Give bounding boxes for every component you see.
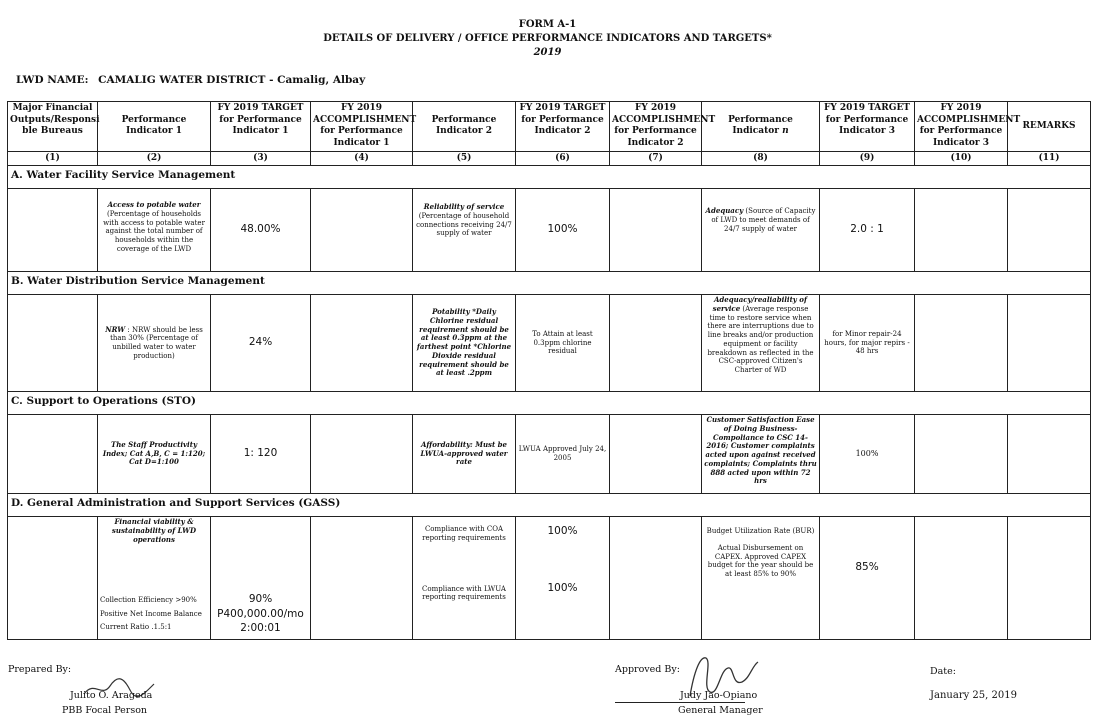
d-target2-a: 100% (547, 525, 578, 537)
c-pi1: The Staff Productivity Index; Cat A,B, C = 1:120; Cat D=1:100 (98, 415, 211, 494)
b-pin-title: Adequacy/realiability of service (712, 295, 807, 313)
col-header-9: FY 2019 TARGET for Performance Indicator 3 (820, 102, 915, 152)
section-header-c (8, 392, 1091, 415)
b-pi1-title: NRW (105, 324, 126, 334)
cell-c-1 (8, 415, 98, 494)
cell-d-acc1 (311, 517, 413, 640)
c-target1: 1: 120 (211, 415, 311, 494)
col-header-8: Performance Indicator n (702, 102, 820, 152)
b-target2: To Attain at least 0.3ppm chlorine residual (516, 295, 610, 392)
cell-d-remarks (1008, 517, 1091, 640)
b-pi1-desc: : NRW should be less than 30% (Percentage of unbilled water to water production) (110, 325, 203, 360)
d-pi1-item-1: Collection Efficiency >90% (100, 596, 197, 605)
col-header-5: Performance Indicator 2 (413, 102, 516, 152)
col-header-4: FY 2019 ACCOMPLISHMENT for Performance Indicator 1 (311, 102, 413, 152)
cell-c-acc1 (311, 415, 413, 494)
d-target3: 85% (820, 517, 915, 640)
a-pin-desc: (Source of Capacity of LWD to meet demands of 24/7 supply of water (711, 207, 816, 233)
cell-a-1 (8, 189, 98, 272)
cell-c-acc2 (610, 415, 702, 494)
b-target1: 24% (211, 295, 311, 392)
d-pi1-item-2: Positive Net Income Balance (100, 609, 202, 618)
lwd-name-value: CAMALIG WATER DISTRICT - Camalig, Albay (98, 74, 366, 86)
d-target1-item-2: P400,000.00/mo (217, 607, 304, 620)
cell-b-remarks (1008, 295, 1091, 392)
col-header-6: FY 2019 TARGET for Performance Indicator 2 (516, 102, 610, 152)
cell-b-acc3 (915, 295, 1008, 392)
c-pin: Customer Satisfaction Ease of Doing Business-Compoliance to CSC 14-2016; Customer complaints acted upon against received complaints; Complaints thru 888 acted upon within 72 hrs (702, 415, 820, 494)
col-header-10: FY 2019 ACCOMPLISHMENT for Performance Indicator 3 (915, 102, 1008, 152)
lwd-name-label: LWD NAME: (16, 74, 89, 86)
col-number-5: (5) (413, 151, 516, 165)
cell-b-1 (8, 295, 98, 392)
cell-d-acc2 (610, 517, 702, 640)
cell-d-pi1 (98, 517, 211, 640)
d-pi1-title: Financial viability & sustainability of LWD operations (111, 517, 197, 544)
preparer-title: PBB Focal Person (62, 705, 148, 716)
approver-signature-line (615, 702, 745, 703)
c-target2: LWUA Approved July 24, 2005 (516, 415, 610, 494)
cell-a-acc3 (915, 189, 1008, 272)
d-target1-item-3: 2:00:01 (240, 621, 281, 634)
section-header-d (8, 494, 1091, 517)
col-number-9: (9) (820, 151, 915, 165)
cell-d-1 (8, 517, 98, 640)
col-number-3: (3) (211, 151, 311, 165)
approver-title: General Manager (678, 705, 763, 716)
cell-d-target2 (516, 517, 610, 640)
d-pi2-b: Compliance with LWUA reporting requirements (422, 584, 506, 602)
section-row-b (8, 295, 1091, 392)
performance-table (7, 101, 1091, 640)
d-pin-b: Actual Disbursement on CAPEX. Approved CAPEX budget for the year should be at least 85% to 90% (707, 543, 814, 578)
col-header-7: FY 2019 ACCOMPLISHMENT for Performance Indicator 2 (610, 102, 702, 152)
approved-by-label: Approved By: (615, 664, 680, 675)
form-label: FORM A-1 (518, 19, 577, 30)
a-pi1-title: Access to potable water (107, 200, 201, 209)
col-number-8: (8) (702, 151, 820, 165)
section-title-a: A. Water Facility Service Management (8, 166, 1091, 189)
section-header-a (8, 166, 1091, 189)
col-header-2: Performance Indicator 1 (98, 102, 211, 152)
a-pi2-title: Reliability of service (423, 202, 505, 211)
d-target2-b: 100% (547, 582, 578, 595)
b-pi2: Potability *Daily Chlorine residual requirement should be at least 0.3ppm at the farthest point *Chlorine Dioxide residual requirement should be at least .2ppm (413, 295, 516, 392)
cell-a-pin (702, 189, 820, 272)
cell-b-pin (702, 295, 820, 392)
column-header-row (8, 102, 1091, 152)
cell-a-pi1 (98, 189, 211, 272)
section-row-d (8, 517, 1091, 640)
date-label: Date: (930, 666, 956, 677)
b-target3: for Minor repair-24 hours, for major repirs - 48 hrs (820, 295, 915, 392)
col-number-7: (7) (610, 151, 702, 165)
col-number-11: (11) (1008, 151, 1091, 165)
cell-d-acc3 (915, 517, 1008, 640)
col-number-4: (4) (311, 151, 413, 165)
cell-d-pin (702, 517, 820, 640)
col-header-3: FY 2019 TARGET for Performance Indicator 1 (211, 102, 311, 152)
col-header-11: REMARKS (1008, 102, 1091, 152)
cell-d-pi2 (413, 517, 516, 640)
cell-b-pi1 (98, 295, 211, 392)
cell-d-target1 (211, 517, 311, 640)
section-header-b (8, 272, 1091, 295)
approver-name: Judy Jao-Opiano (680, 690, 758, 701)
date-value: January 25, 2019 (930, 690, 1017, 701)
section-title-b: B. Water Distribution Service Management (8, 272, 1091, 295)
column-number-row (8, 151, 1091, 165)
cell-b-acc2 (610, 295, 702, 392)
a-target2: 100% (516, 189, 610, 272)
col-header-1: Major Financial Outputs/Responsi ble Bureaus (8, 102, 98, 152)
d-pin-a: Budget Utilization Rate (BUR) (706, 527, 815, 535)
cell-a-acc2 (610, 189, 702, 272)
form-title: DETAILS OF DELIVERY / OFFICE PERFORMANCE INDICATORS AND TARGETS* (323, 33, 772, 44)
d-pi1-items (100, 594, 208, 634)
lwd-name-line (16, 74, 365, 86)
col-number-2: (2) (98, 151, 211, 165)
cell-a-acc1 (311, 189, 413, 272)
section-title-c: C. Support to Operations (STO) (8, 392, 1091, 415)
prepared-by-label: Prepared By: (8, 664, 72, 675)
preparer-name: Julito O. Arageda (70, 690, 153, 701)
a-pi1-desc: (Percentage of households with access to potable water against the total number of households within the coverage of the LWD (103, 209, 205, 253)
a-pi2-desc: (Percentage of household connections receiving 24/7 supply of water (416, 211, 512, 238)
col-number-10: (10) (915, 151, 1008, 165)
a-target1: 48.00% (211, 189, 311, 272)
cell-c-acc3 (915, 415, 1008, 494)
d-pi2-a: Compliance with COA reporting requirements (422, 525, 506, 542)
d-pi1-item-3: Current Ratio .1.5:1 (100, 622, 172, 631)
cell-a-pi2 (413, 189, 516, 272)
a-target3: 2.0 : 1 (820, 189, 915, 272)
a-pin-title: Adequacy (705, 206, 744, 215)
section-row-c (8, 415, 1091, 494)
d-target1-item-1: 90% (248, 593, 273, 606)
section-row-a (8, 189, 1091, 272)
col-number-1: (1) (8, 151, 98, 165)
c-target3: 100% (820, 415, 915, 494)
cell-b-acc1 (311, 295, 413, 392)
col-number-6: (6) (516, 151, 610, 165)
cell-c-remarks (1008, 415, 1091, 494)
b-pin-desc: (Average response time to restore service when there are interruptions due to line breaks and/or production equipment or facility breakdown as reflected in the CSC-approved Citizen's Charter of WD (707, 304, 814, 374)
form-year: 2019 (533, 47, 562, 58)
section-title-d: D. General Administration and Support Services (GASS) (8, 494, 1091, 517)
cell-a-remarks (1008, 189, 1091, 272)
c-pi2: Affordability: Must be LWUA-approved water rate (413, 415, 516, 494)
